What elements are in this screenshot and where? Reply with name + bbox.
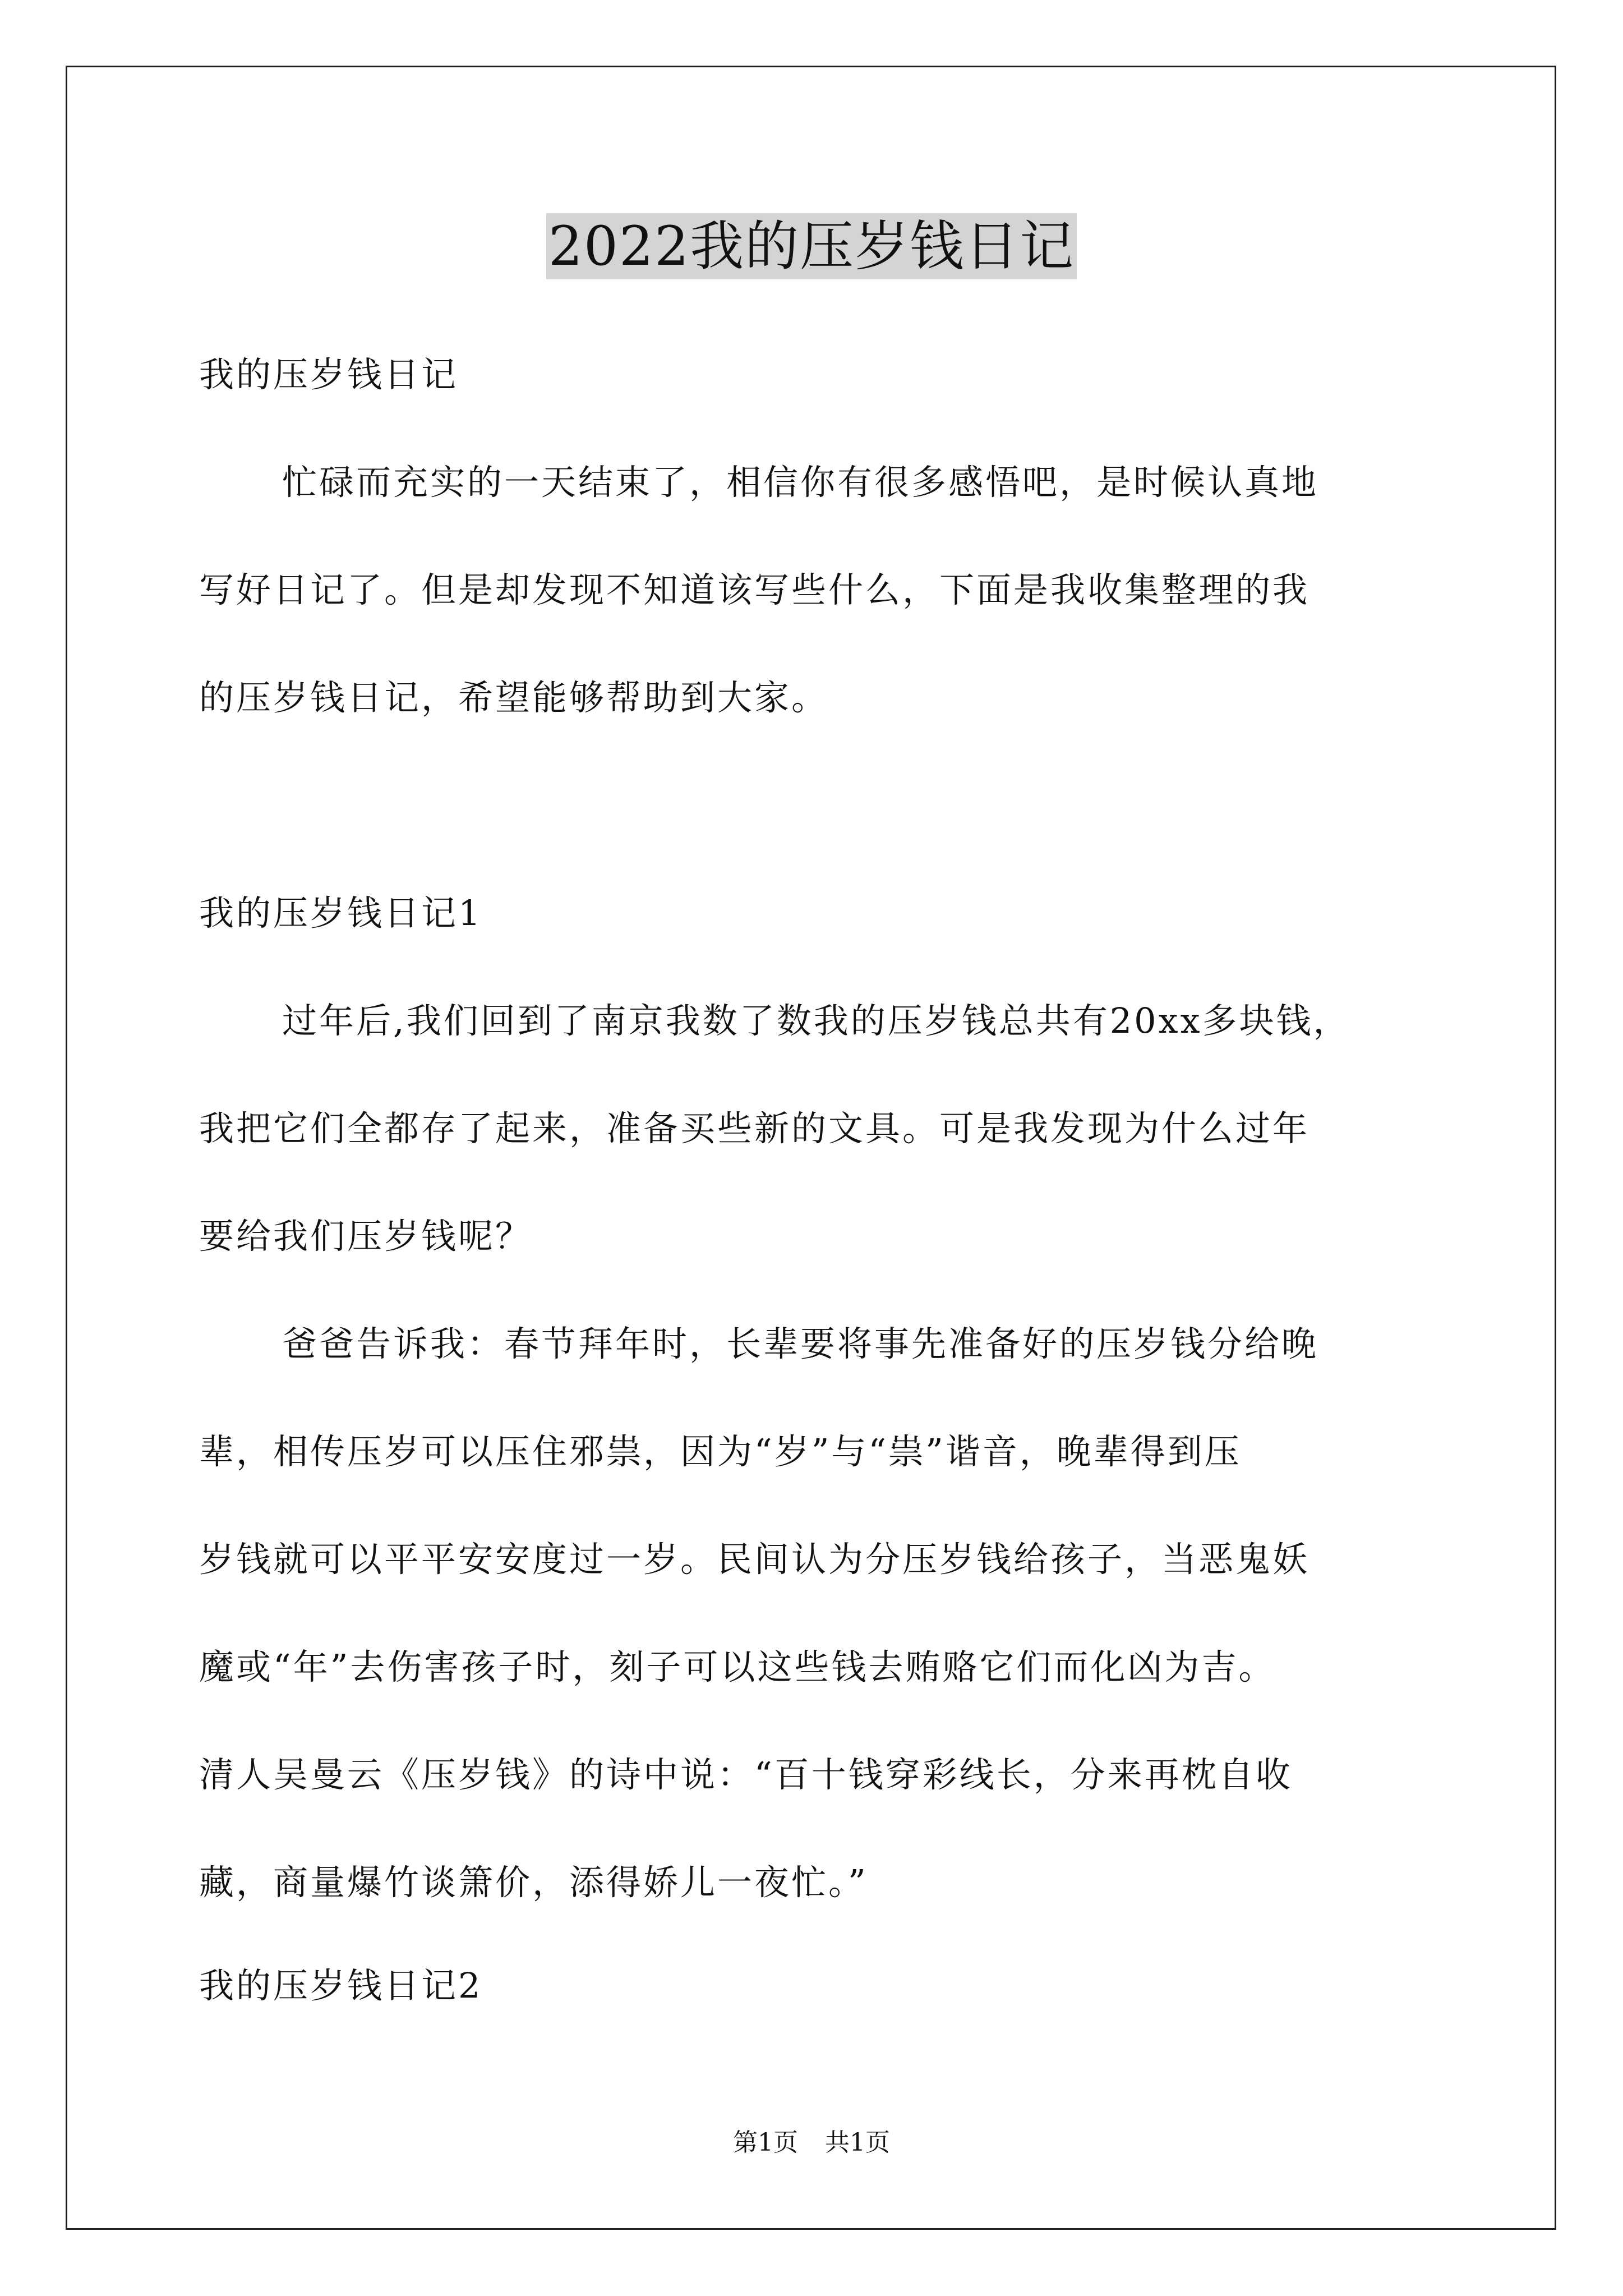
section-heading: 我的压岁钱日记 [199, 354, 459, 395]
paragraph-line: 藏，商量爆竹谈箫价，添得娇儿一夜忙。” [199, 1862, 868, 1903]
paragraph-line: 写好日记了。但是却发现不知道该写些什么，下面是我收集整理的我 [199, 569, 1310, 610]
paragraph-line: 魔或“年”去伤害孩子时，刻子可以这些钱去贿赂它们而化凶为吉。 [199, 1646, 1276, 1687]
paragraph-line: 辈，相传压岁可以压住邪祟，因为“岁”与“祟”谐音，晚辈得到压 [199, 1431, 1242, 1472]
paragraph-line: 我把它们全都存了起来，准备买些新的文具。可是我发现为什么过年 [199, 1108, 1310, 1149]
section-heading: 我的压岁钱日记2 [199, 1965, 483, 2006]
page-footer [0, 2127, 1623, 2159]
page-number: 第1页 [733, 2128, 798, 2157]
paragraph-line: 岁钱就可以平平安安度过一岁。民间认为分压岁钱给孩子，当恶鬼妖 [199, 1539, 1310, 1580]
section-heading: 我的压岁钱日记1 [199, 892, 483, 933]
page-total: 共1页 [825, 2128, 890, 2157]
paragraph-line: 过年后,我们回到了南京我数了数我的压岁钱总共有20xx多块钱， [282, 1000, 1350, 1041]
paragraph-line: 要给我们压岁钱呢？ [199, 1216, 533, 1257]
paragraph-line: 的压岁钱日记，希望能够帮助到大家。 [199, 677, 829, 718]
paragraph-line: 清人吴曼云《压岁钱》的诗中说：“百十钱穿彩线长，分来再枕自收 [199, 1754, 1293, 1795]
paragraph-line: 忙碌而充实的一天结束了，相信你有很多感悟吧，是时候认真地 [282, 462, 1319, 503]
document-title: 2022我的压岁钱日记 [546, 213, 1077, 279]
title-container [0, 213, 1623, 279]
paragraph-line: 爸爸告诉我：春节拜年时，长辈要将事先准备好的压岁钱分给晚 [282, 1323, 1319, 1364]
